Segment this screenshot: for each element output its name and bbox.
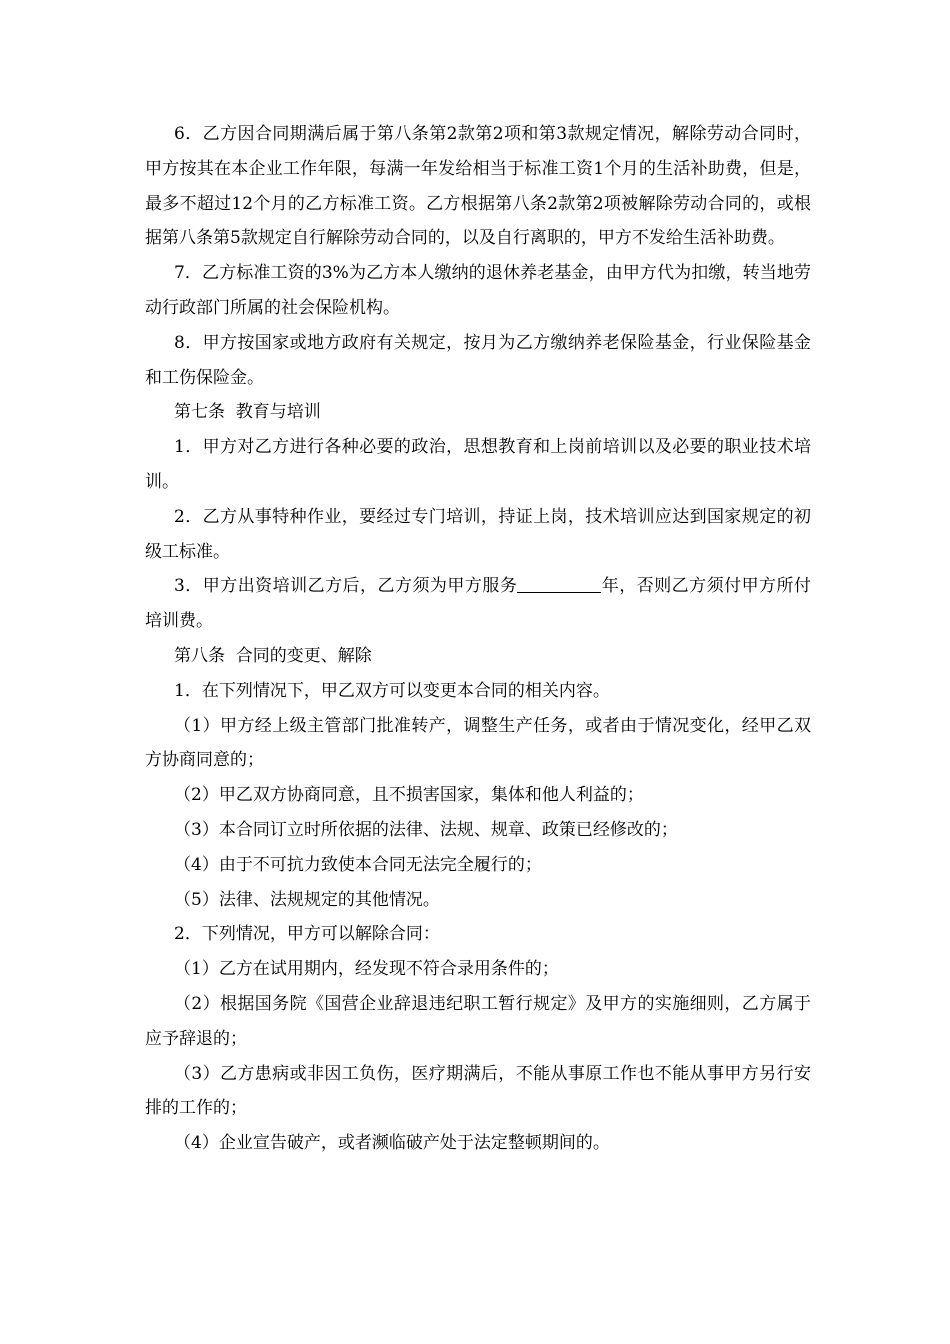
clause-7-3-part-2: 年，否则乙方须付甲方所付培训费。 [145,576,812,632]
paragraph-clause-8-1-2: （2）甲乙双方协商同意，且不损害国家，集体和他人利益的； [174,785,644,806]
paragraph-clause-8-1-1: （1）甲方经上级主管部门批准转产，调整生产任务，或者由于情况变化，经甲乙双方协商同意的； [145,715,811,771]
paragraph-clause-8-2: 2．下列情况，甲方可以解除合同： [174,924,440,945]
paragraph-clause-8-2-4: （4）企业宣告破产，或者濒临破产处于法定整顿期间的。 [174,1133,610,1154]
paragraph-clause-7-2: 2．乙方从事特种作业，要经过专门培训，持证上岗，技术培训应达到国家规定的初级工标准。 [145,506,811,562]
paragraph-clause-6-8: 8．甲方按国家或地方政府有关规定，按月为乙方缴纳养老保险基金，行业保险基金和工伤保险金。 [145,332,811,388]
clause-7-3-part-1: 3．甲方出资培训乙方后，乙方须为甲方服务 [174,576,518,597]
paragraph-clause-6-6: 6．乙方因合同期满后属于第八条第2款第2项和第3款规定情况，解除劳动合同时，甲方按其在本企业工作年限，每满一年发给相当于标准工资1个月的生活补助费，但是，最多不超过12个月的乙方标准工资。乙方根据第八条2款第2项被解除劳动合同的，或根据第八条第5款规定自行解除劳动合同的，以及自行离职的，甲方不发给生活补助费。 [145,124,811,249]
service-years-blank [517,574,601,593]
paragraph-clause-8-1-4: （4）由于不可抗力致使本合同无法完全履行的； [174,854,542,875]
paragraph-clause-8-1-3: （3）本合同订立时所依据的法律、法规、规章、政策已经修改的； [174,819,678,840]
document-body [145,117,811,1161]
paragraph-clause-8-2-1: （1）乙方在试用期内，经发现不符合录用条件的； [174,959,559,980]
article-7-heading: 第七条 教育与培训 [174,402,321,423]
paragraph-clause-6-7: 7．乙方标准工资的3%为乙方本人缴纳的退休养老基金，由甲方代为扣缴，转当地劳动行政部门所属的社会保险机构。 [145,263,811,318]
paragraph-clause-7-1: 1．甲方对乙方进行各种必要的政治，思想教育和上岗前培训以及必要的职业技术培训。 [145,437,811,492]
paragraph-clause-8-1-5: （5）法律、法规规定的其他情况。 [174,889,440,910]
article-8-heading: 第八条 合同的变更、解除 [174,645,372,666]
paragraph-clause-8-2-2: （2）根据国务院《国营企业辞退违纪职工暂行规定》及甲方的实施细则，乙方属于应予辞退的； [145,993,811,1049]
paragraph-clause-8-1: 1．在下列情况下，甲乙双方可以变更本合同的相关内容。 [174,680,610,701]
paragraph-clause-8-2-3: （3）乙方患病或非因工负伤，医疗期满后，不能从事原工作也不能从事甲方另行安排的工作的； [145,1063,811,1119]
paragraph-clause-7-3 [145,569,811,639]
